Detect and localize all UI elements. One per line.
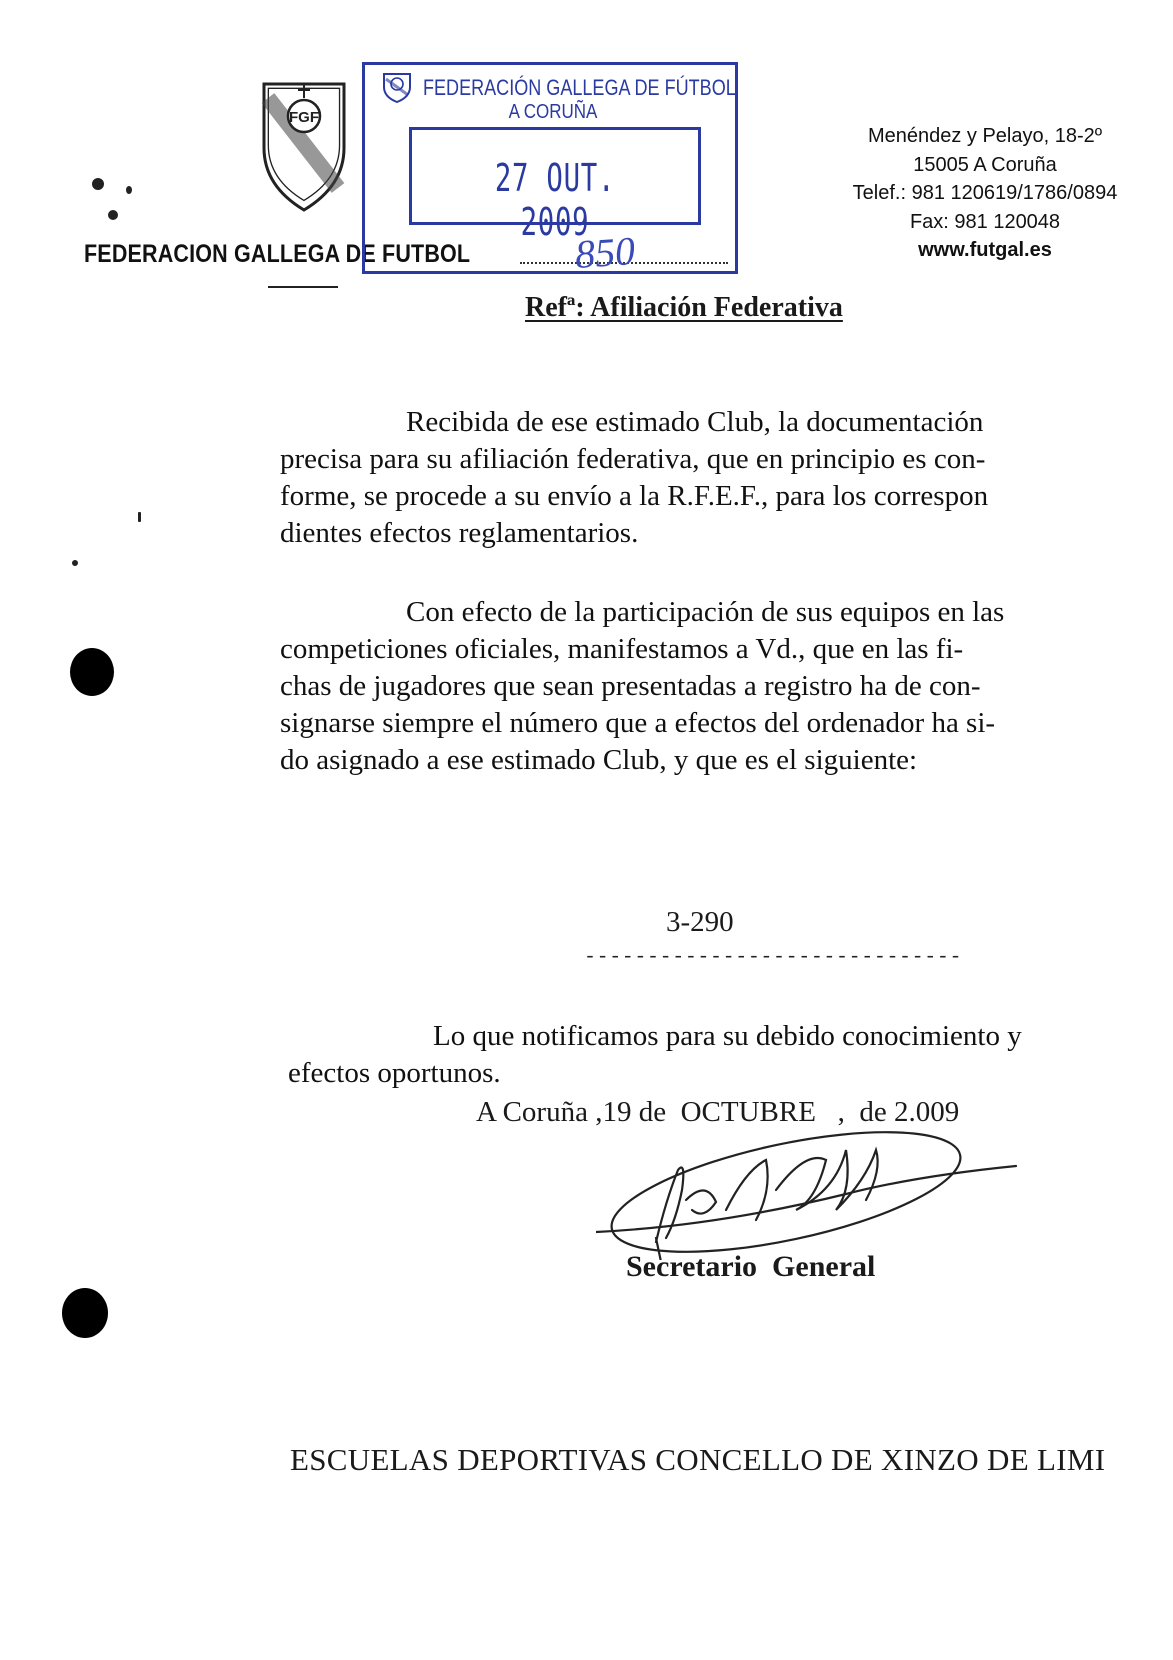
website: www.futgal.es: [918, 239, 1052, 261]
registry-stamp: [362, 62, 738, 278]
stamp-organization: FEDERACIÓN GALLEGA DE FÚTBOL: [423, 75, 736, 100]
ink-speck: [72, 560, 78, 566]
paragraph-line: do asignado a ese estimado Club, y que es el siguiente:: [280, 744, 918, 776]
ink-speck: [126, 186, 132, 194]
stamp-registry-number: 850: [573, 227, 637, 278]
organization-name: FEDERACION GALLEGA DE FUTBOL: [84, 240, 471, 268]
paragraph-3: [288, 1018, 1118, 1092]
club-number: 3-290: [666, 906, 734, 938]
address-city: 15005 A Coruña: [913, 153, 1057, 176]
paragraph-line: competiciones oficiales, manifestamos a Vd., que en las fi-: [280, 633, 964, 665]
paragraph-line: precisa para su afiliación federativa, que en principio es con-: [280, 443, 986, 475]
svg-text:FGF: FGF: [289, 109, 319, 126]
stamp-date-box: [409, 127, 701, 244]
paragraph-line: Recibida de ese estimado Club, la documentación: [406, 406, 984, 438]
address-fax: Fax: 981 120048: [909, 210, 1061, 233]
reference-heading: Refª: Afiliación Federativa: [525, 292, 843, 323]
address-phone: Telef.: 981 120619/1786/0894: [852, 182, 1118, 204]
address-block: [820, 122, 1150, 265]
paragraph-line: Con efecto de la participación de sus equipos en las: [406, 596, 1005, 628]
paragraph-line: Lo que notificamos para su debido conocimiento y: [433, 1020, 1022, 1052]
stamp-city: A CORUÑA: [508, 101, 598, 123]
stamp-date: 27 OUT. 2009: [494, 156, 616, 244]
federation-crest-logo: [258, 78, 350, 214]
place-and-date: A Coruña ,19 de OCTUBRE , de 2.009: [476, 1096, 960, 1128]
paragraph-line: signarse siempre el número que a efectos del ordenador ha si-: [280, 707, 996, 739]
ink-speck: [92, 178, 104, 190]
paragraph-1: [280, 404, 1100, 552]
punch-hole: [62, 1288, 108, 1338]
paragraph-line: dientes efectos reglamentarios.: [280, 517, 639, 549]
paragraph-line: forme, se procede a su envío a la R.F.E.F., para los correspon: [280, 480, 989, 512]
punch-hole: [70, 648, 114, 696]
paragraph-2: [280, 594, 1120, 779]
stamp-crest-icon: [381, 71, 413, 103]
ink-speck: [108, 210, 118, 220]
header-rule: [268, 286, 338, 288]
ink-speck: [138, 512, 141, 522]
recipient-name: ESCUELAS DEPORTIVAS CONCELLO DE XINZO DE LIMI: [290, 1442, 1106, 1477]
paragraph-line: efectos oportunos.: [288, 1057, 501, 1089]
signatory-title: Secretario General: [626, 1250, 876, 1283]
address-street: Menéndez y Pelayo, 18-2º: [867, 125, 1103, 147]
handwritten-signature: [596, 1130, 1026, 1260]
paragraph-line: chas de jugadores que sean presentadas a registro ha de con-: [280, 670, 981, 702]
club-number-rule: ------------------------------: [584, 946, 963, 969]
